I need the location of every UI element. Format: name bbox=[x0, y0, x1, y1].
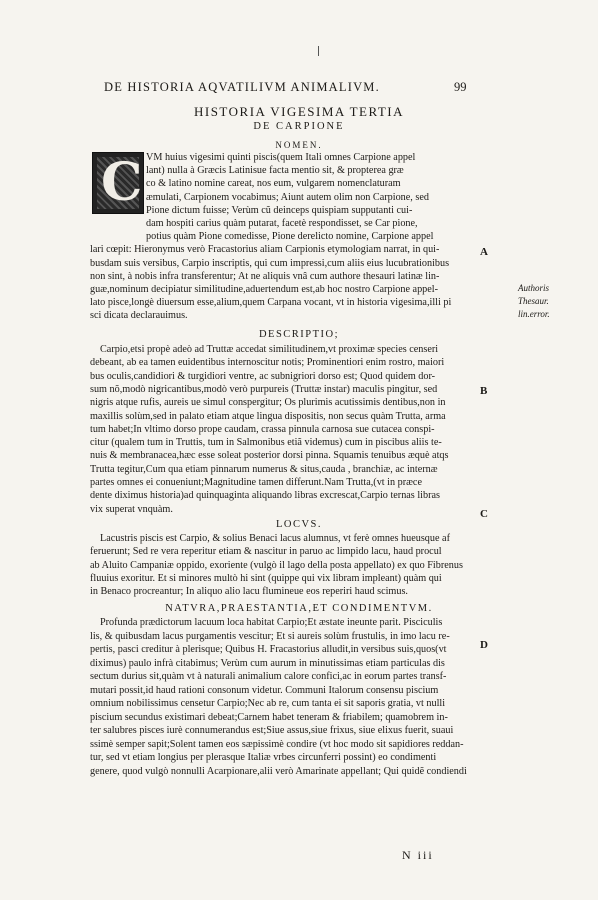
text-line: potius quàm Pione comedisse, Pione derelicto nomine, Carpione appel bbox=[146, 231, 434, 243]
text-line: debeant, ab ea tamen euidentibus internoscitur notis; Prominentiori enim rostro, maiori bbox=[90, 357, 445, 369]
text-line: mutari possit,id haud rationi consonum videtur. Communi Italorum consensu piscium bbox=[90, 684, 439, 696]
signature-mark: N iii bbox=[402, 848, 434, 862]
text-line: lis, & quibusdam lacus purgamentis vescitur; Et si aureis solùm frustulis, in imo lacu re- bbox=[90, 630, 450, 642]
text-line: Carpio,etsi propè adeò ad Truttæ accedat similitudinem,vt proximæ species censeri bbox=[100, 344, 439, 355]
text-line: piscium secundus existimari debeat;Carnem habet teneram & friabilem; quamobrem in- bbox=[90, 711, 448, 723]
margin-note-2: Thesaur. bbox=[518, 296, 549, 306]
text-line: nigris atque rufis, aureis ue simul conspergitur; Os plurimis acutissimis dentibus,non in bbox=[90, 397, 446, 409]
text-line: æmulati, Carpionem vocabimus; Aiunt autem olim non Carpione, sed bbox=[146, 191, 429, 203]
text-line: omnium nobilissimus censetur Carpio;Nec ab re, cum tanta ei sit saporis gratia, vt nulli bbox=[90, 698, 446, 709]
text-line: ter salubres pisces iurè connumerandus est;Siue assus,siue frixus, siue elixus fuerit, suaui bbox=[90, 725, 454, 736]
initial-letter: C bbox=[101, 152, 143, 213]
margin-letter-d: D bbox=[480, 639, 488, 651]
section-nomen: NOMEN. bbox=[275, 140, 323, 150]
section-descriptio: DESCRIPTIO; bbox=[258, 329, 340, 340]
text-line: guæ,nominum decipiatur similitudine,aduertendum est,ab hoc nostro Carpione appel- bbox=[90, 284, 438, 295]
margin-note-1: Authoris bbox=[518, 283, 550, 293]
chapter-subtitle: DE CARPIONE bbox=[253, 121, 345, 132]
decorated-initial bbox=[92, 152, 144, 214]
section-natura: NATVRA,PRAESTANTIA,ET CONDIMENTVM. bbox=[165, 603, 433, 614]
text-line: Pione dictum fuisse; Verùm cũ deinceps quispiam supputanti cui- bbox=[146, 204, 413, 216]
text-line: sectum durius sit,quàm vt à naturali animalium calore confici,ac in eorum partes transf- bbox=[90, 671, 447, 682]
text-line: vix superat vnquàm. bbox=[90, 503, 173, 515]
text-line: pertis, pasci creditur à plerisque; Quibus H. Fracastorius alludit,in versibus suis,quos(vt bbox=[90, 644, 447, 655]
text-line: busdam suis versibus, Carpio inscriptis, qui cum impressi,cum aliis eius lucubrationibus bbox=[90, 257, 450, 269]
margin-letter-a: A bbox=[480, 246, 488, 258]
margin-note-3: lin.error. bbox=[518, 309, 550, 319]
text-line: citur (qualem tum in Truttis, tum in Salmonibus etiã videmus) cum in piscibus aliis te- bbox=[90, 437, 442, 449]
text-line: Profunda prædictorum lacuum loca habitat Carpio;Et æstate ineunte parit. Pisciculis bbox=[100, 617, 443, 628]
text-line: tur, sed vt etiam longius per plerasque Italiæ vrbes circunferri possint) eo condimenti bbox=[90, 752, 437, 763]
margin-letter-c: C bbox=[480, 508, 488, 520]
text-line: non sint, à nobis infra transferentur; At ne aliquis vnâ cum authore thesauri latinæ lin- bbox=[90, 270, 440, 282]
text-line: maxillis solùm,sed in palato etiam atque lingua dispositis, non secus quàm Trutta, arma bbox=[90, 410, 446, 422]
section-locus: LOCVS. bbox=[275, 519, 323, 530]
text-line: fluuius exoritur. Et si minores multò hi sint (quippe qui vix libram impleant) quàm qui bbox=[90, 572, 442, 584]
page-mark bbox=[318, 46, 319, 56]
text-line: Trutta tegitur,Cum qua etiam pinnarum numerus & situs,cauda , branchiæ, ac internæ bbox=[90, 463, 438, 475]
text-line: nuis & membranacea,hæc esse soleat posterior dorsi pinna. Squamis tenuibus æquè atqs bbox=[90, 450, 449, 462]
text-line: tum habet;In vltimo dorso prope caudam, crassa pinnula carnosa sue cutacea conspi- bbox=[90, 423, 435, 435]
chapter-title: HISTORIA VIGESIMA TERTIA bbox=[193, 104, 404, 119]
text-line: feruerunt; Sed re vera reperitur etiam & nascitur in paruo ac limpido lacu, haud procul bbox=[90, 546, 442, 558]
text-line: dente diximus historia)ad quinquaginta aliquando libras excrescat,Carpio ternas libras bbox=[90, 490, 440, 502]
text-line: VM huius vigesimi quinti piscis(quem Itali omnes Carpione appel bbox=[146, 152, 416, 163]
text-line: partes omnes ei conueniunt;Magnitudine tamen differunt.Nam Trutta,(vt in præce bbox=[90, 477, 422, 488]
text-line: in Benaco procreantur; In aliquo alio lacu flumineue eos reperiri haud scimus. bbox=[90, 586, 408, 598]
text-line: sum nõ,modò nigricantibus,modò verò purpureis (Truttæ instar) maculis pingitur, sed bbox=[90, 383, 438, 395]
text-line: diximus) paulo infrà citabimus; Verùm cum aurum in minutissimas etiam particulas dis bbox=[90, 657, 445, 669]
text-line: sci dicata declarauimus. bbox=[90, 310, 188, 322]
text-line: ssimè semper sapit;Solent tamen eos sæpissimè condire (vt hoc modo sit sapidiores reddan- bbox=[90, 738, 464, 750]
text-line: lant) nulla à Græcis Latinisue facta mentio sit, & propterea græ bbox=[146, 165, 404, 177]
text-line: dam hospiti carius quàm putarat, facetè respondisset, se Car pione, bbox=[146, 218, 418, 229]
page-number: 99 bbox=[454, 80, 467, 94]
text-line: co & latino nomine careat, nos eum, vulgarem nomenclaturam bbox=[146, 178, 401, 190]
text-line: lari cœpit: Hieronymus verò Fracastorius aliam Carpionis etymologiam narrat, in qui- bbox=[90, 244, 440, 256]
text-line: ab Aluito Campaniæ oppido, exoriente (vulgò il lago della posta appellato) ex quo Fibrenus bbox=[90, 559, 463, 571]
running-head: DE HISTORIA AQVATILIVM ANIMALIVM. bbox=[104, 80, 380, 94]
text-line: bus oculis,candidiori & turgidiori ventre, ac subnigriori dorso est; Quod quidem dor- bbox=[90, 370, 436, 382]
text-line: Lacustris piscis est Carpio, & solius Benaci lacus alumnus, vt ferè omnes hueusque af bbox=[100, 533, 450, 544]
text-line: genere, quod vulgò nonnulli Acarpionare,alii verò Amarinate appellant; Qui quidẽ condiendi bbox=[90, 765, 467, 777]
margin-letter-b: B bbox=[480, 385, 488, 397]
text-line: lato pisce,longè diuersum esse,alium,quem Carpana vocant, vt in historia vigesima,illi pi bbox=[90, 297, 452, 309]
